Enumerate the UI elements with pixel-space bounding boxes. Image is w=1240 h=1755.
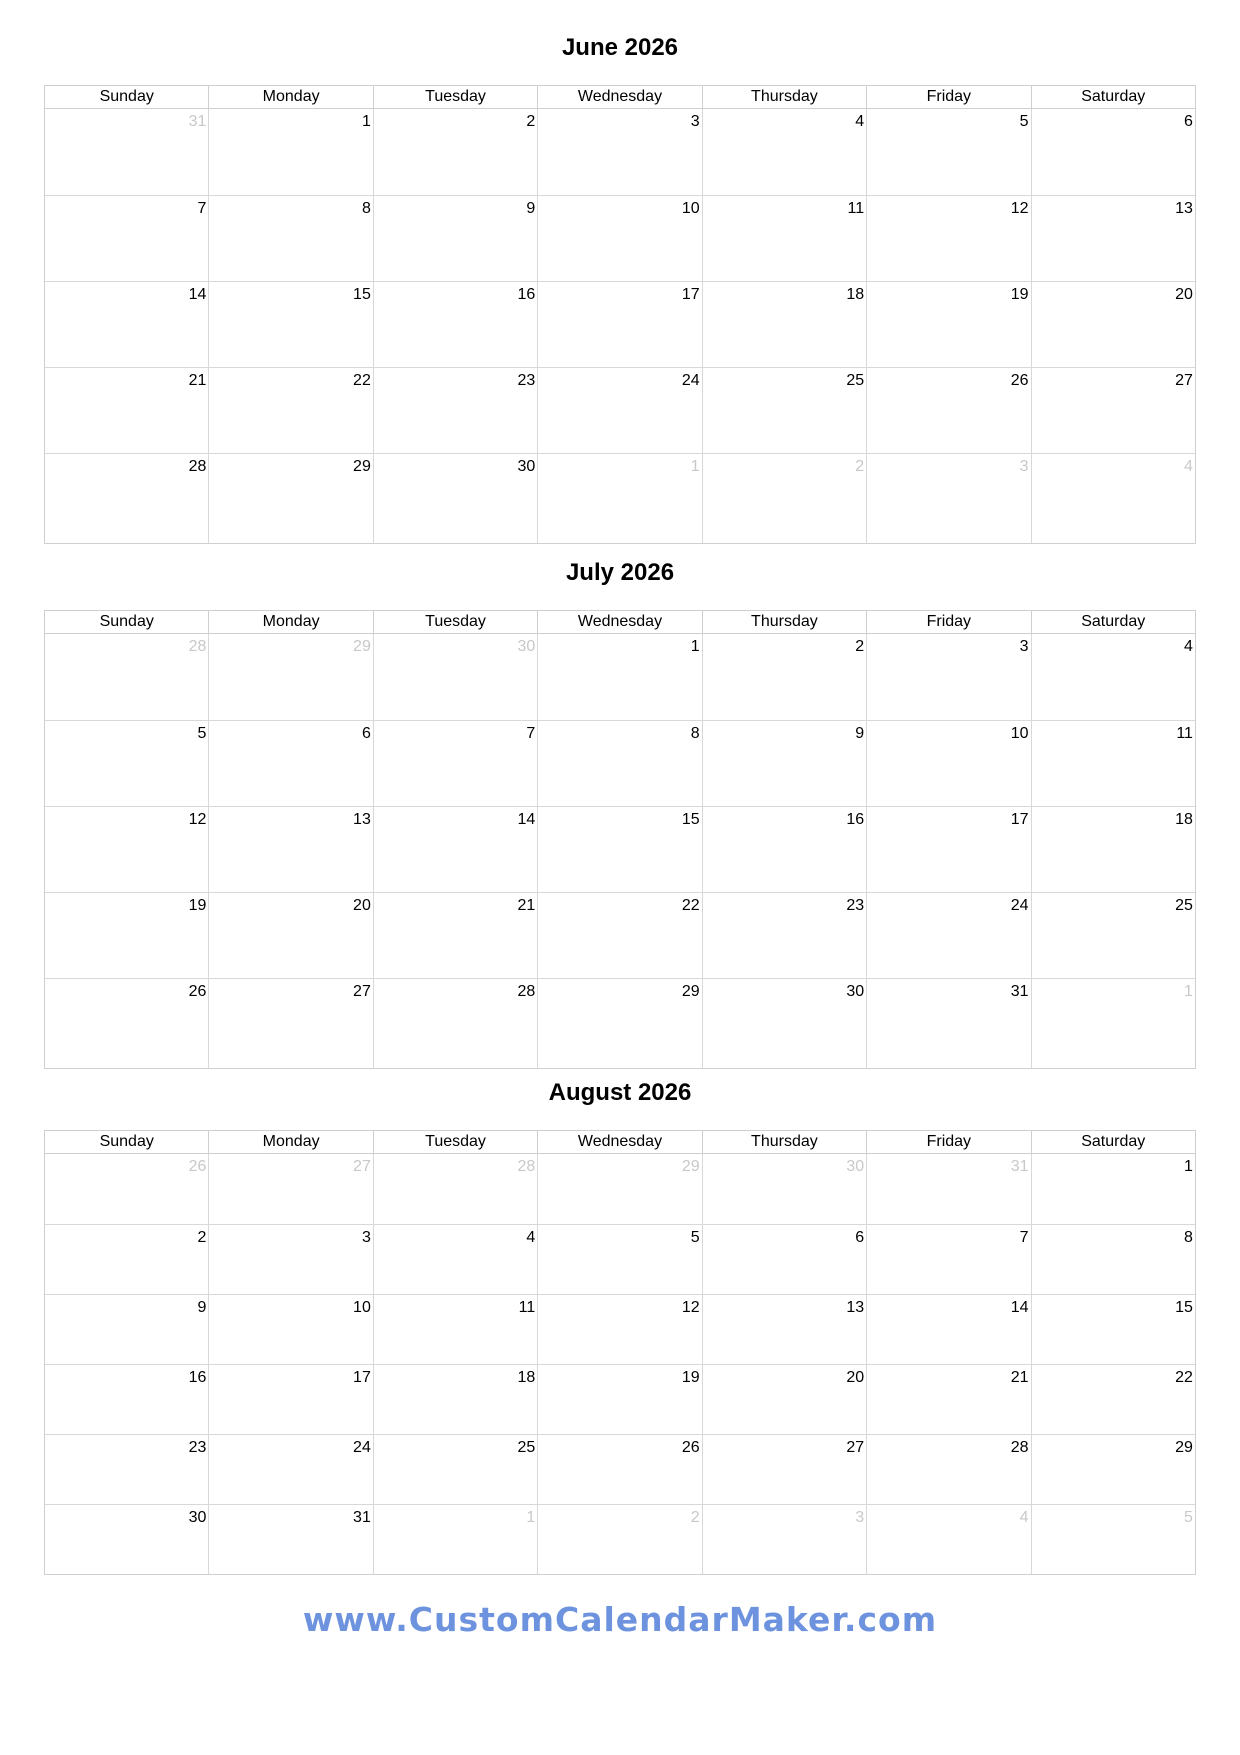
weekday-header: Friday xyxy=(866,611,1030,633)
day-cell xyxy=(702,1365,866,1434)
day-number: 12 xyxy=(681,1299,700,1316)
day-number: 23 xyxy=(188,1439,207,1456)
day-cell-other-month xyxy=(208,634,372,720)
day-number: 20 xyxy=(353,897,371,914)
day-number: 30 xyxy=(517,638,536,655)
day-cell-other-month xyxy=(208,1154,372,1224)
week-row xyxy=(45,978,1195,1068)
day-cell-other-month xyxy=(537,1505,701,1574)
weekday-header-row xyxy=(45,1131,1195,1154)
day-cell xyxy=(537,1435,701,1504)
day-cell xyxy=(866,282,1030,367)
weekday-header: Tuesday xyxy=(373,86,537,108)
day-number: 4 xyxy=(1019,1509,1029,1526)
day-number: 2 xyxy=(855,458,865,475)
day-cell-other-month xyxy=(373,1154,537,1224)
day-number: 7 xyxy=(526,725,536,742)
day-number: 1 xyxy=(361,113,371,130)
day-number: 17 xyxy=(353,1369,371,1386)
day-cell xyxy=(702,634,866,720)
weekday-header: Sunday xyxy=(99,613,154,630)
day-cell xyxy=(373,109,537,195)
day-cell xyxy=(866,1435,1030,1504)
day-number: 28 xyxy=(188,458,207,475)
day-number: 4 xyxy=(526,1229,536,1246)
weekday-header: Monday xyxy=(208,86,372,108)
calendar-grid xyxy=(44,610,1196,1069)
day-number: 1 xyxy=(690,638,700,655)
day-cell-other-month xyxy=(45,634,208,720)
weekday-header: Tuesday xyxy=(373,611,537,633)
day-cell xyxy=(208,282,372,367)
month-calendar xyxy=(44,1079,1196,1526)
day-number: 20 xyxy=(846,1369,865,1386)
day-cell xyxy=(208,454,372,543)
day-number: 29 xyxy=(353,458,371,475)
weekday-header: Saturday xyxy=(1031,86,1195,108)
day-cell-other-month xyxy=(45,1154,208,1224)
day-number: 29 xyxy=(681,1158,700,1175)
day-cell-other-month xyxy=(373,1505,537,1574)
day-number: 1 xyxy=(1184,1158,1193,1175)
day-cell-other-month xyxy=(702,1505,866,1574)
weekday-header: Thursday xyxy=(702,611,866,633)
week-row xyxy=(45,1294,1195,1364)
day-cell-other-month xyxy=(1031,454,1195,543)
day-number: 31 xyxy=(353,1509,371,1526)
day-number: 16 xyxy=(188,1369,207,1386)
day-number: 18 xyxy=(1175,811,1193,828)
month-calendar xyxy=(44,34,1196,475)
day-number: 23 xyxy=(846,897,865,914)
day-number: 21 xyxy=(517,897,536,914)
day-cell xyxy=(208,721,372,806)
day-cell xyxy=(1031,893,1195,978)
weekday-header: Thursday xyxy=(702,86,866,108)
day-number: 4 xyxy=(855,113,865,130)
day-number: 13 xyxy=(1175,200,1193,217)
weekday-header: Friday xyxy=(866,1131,1030,1153)
day-number: 11 xyxy=(1176,725,1193,742)
week-row xyxy=(45,367,1195,453)
day-cell xyxy=(45,1435,208,1504)
day-cell-other-month xyxy=(373,634,537,720)
day-number: 30 xyxy=(846,983,865,1000)
day-number: 31 xyxy=(1010,1158,1029,1175)
day-cell xyxy=(866,893,1030,978)
day-number: 28 xyxy=(517,983,536,1000)
day-number: 8 xyxy=(1184,1229,1193,1246)
day-number: 7 xyxy=(197,200,207,217)
day-number: 14 xyxy=(1010,1299,1029,1316)
website-link[interactable]: www.CustomCalendarMaker.com xyxy=(302,1600,938,1639)
day-cell xyxy=(866,368,1030,453)
day-cell-other-month xyxy=(702,1154,866,1224)
day-cell xyxy=(702,1225,866,1294)
day-cell xyxy=(45,282,208,367)
day-cell xyxy=(702,893,866,978)
day-number: 1 xyxy=(526,1509,536,1526)
day-cell xyxy=(866,196,1030,281)
day-number: 4 xyxy=(1184,638,1193,655)
day-number: 16 xyxy=(517,286,536,303)
day-cell xyxy=(373,196,537,281)
day-cell xyxy=(537,1225,701,1294)
day-cell xyxy=(45,1295,208,1364)
day-number: 8 xyxy=(690,725,700,742)
day-cell xyxy=(373,1435,537,1504)
day-cell xyxy=(702,282,866,367)
day-number: 2 xyxy=(197,1229,207,1246)
day-number: 12 xyxy=(188,811,207,828)
day-cell xyxy=(866,979,1030,1068)
day-number: 3 xyxy=(855,1509,865,1526)
day-number: 10 xyxy=(681,200,700,217)
day-cell xyxy=(373,282,537,367)
day-number: 15 xyxy=(353,286,371,303)
day-cell xyxy=(45,893,208,978)
weekday-header: Sunday xyxy=(99,88,154,105)
day-cell xyxy=(208,109,372,195)
day-cell xyxy=(702,1435,866,1504)
day-cell xyxy=(1031,1365,1195,1434)
day-cell xyxy=(208,1295,372,1364)
day-cell xyxy=(1031,1154,1195,1224)
day-cell xyxy=(373,368,537,453)
day-cell xyxy=(537,1365,701,1434)
day-cell-other-month xyxy=(866,454,1030,543)
day-number: 11 xyxy=(518,1299,536,1316)
day-number: 25 xyxy=(517,1439,536,1456)
day-cell xyxy=(1031,196,1195,281)
day-cell xyxy=(537,721,701,806)
day-cell xyxy=(537,807,701,892)
day-cell xyxy=(45,1225,208,1294)
day-number: 10 xyxy=(1010,725,1029,742)
day-number: 6 xyxy=(1184,113,1193,130)
day-number: 13 xyxy=(846,1299,865,1316)
day-number: 29 xyxy=(1175,1439,1193,1456)
day-cell xyxy=(45,979,208,1068)
day-number: 31 xyxy=(1010,983,1029,1000)
day-cell xyxy=(537,634,701,720)
day-number: 23 xyxy=(517,372,536,389)
day-cell xyxy=(702,721,866,806)
day-number: 2 xyxy=(526,113,536,130)
day-number: 27 xyxy=(353,1158,371,1175)
day-number: 27 xyxy=(1175,372,1193,389)
day-cell xyxy=(45,721,208,806)
day-number: 11 xyxy=(847,200,865,217)
day-cell xyxy=(208,1365,372,1434)
day-cell xyxy=(537,196,701,281)
day-cell xyxy=(208,1435,372,1504)
week-row xyxy=(45,453,1195,543)
weekday-header-row xyxy=(45,86,1195,109)
day-cell xyxy=(537,1295,701,1364)
day-number: 15 xyxy=(1175,1299,1193,1316)
calendar-grid xyxy=(44,1130,1196,1575)
day-number: 25 xyxy=(846,372,865,389)
day-cell xyxy=(866,807,1030,892)
day-number: 3 xyxy=(361,1229,371,1246)
weekday-header: Sunday xyxy=(99,1133,154,1150)
day-number: 5 xyxy=(1019,113,1029,130)
day-number: 18 xyxy=(846,286,865,303)
week-row xyxy=(45,1504,1195,1574)
week-row xyxy=(45,195,1195,281)
weekday-header: Tuesday xyxy=(373,1131,537,1153)
day-cell xyxy=(373,721,537,806)
day-number: 1 xyxy=(690,458,700,475)
day-number: 21 xyxy=(1010,1369,1029,1386)
week-row xyxy=(45,1224,1195,1294)
day-number: 28 xyxy=(517,1158,536,1175)
day-cell xyxy=(45,1505,208,1574)
day-cell xyxy=(537,368,701,453)
day-number: 31 xyxy=(188,113,207,130)
day-cell xyxy=(373,1295,537,1364)
day-cell xyxy=(1031,109,1195,195)
day-cell xyxy=(1031,1225,1195,1294)
day-cell xyxy=(866,1295,1030,1364)
day-cell-other-month xyxy=(45,109,208,195)
week-row xyxy=(45,1364,1195,1434)
week-row xyxy=(45,281,1195,367)
day-cell xyxy=(702,368,866,453)
weekday-header: Saturday xyxy=(1031,611,1195,633)
day-number: 17 xyxy=(681,286,700,303)
day-number: 19 xyxy=(188,897,207,914)
day-cell xyxy=(537,109,701,195)
day-cell-other-month xyxy=(866,1505,1030,1574)
week-row xyxy=(45,634,1195,720)
weekday-header: Wednesday xyxy=(537,611,701,633)
weekday-header: Friday xyxy=(866,86,1030,108)
day-cell xyxy=(537,282,701,367)
calendar-grid xyxy=(44,85,1196,544)
day-cell xyxy=(45,454,208,543)
day-cell xyxy=(1031,368,1195,453)
week-row xyxy=(45,720,1195,806)
day-cell xyxy=(208,368,372,453)
day-number: 19 xyxy=(681,1369,700,1386)
day-cell xyxy=(702,109,866,195)
day-cell-other-month xyxy=(1031,1505,1195,1574)
day-number: 15 xyxy=(681,811,700,828)
day-cell xyxy=(866,721,1030,806)
day-number: 4 xyxy=(1184,458,1193,475)
day-number: 3 xyxy=(1019,458,1029,475)
day-number: 3 xyxy=(690,113,700,130)
day-number: 22 xyxy=(353,372,371,389)
day-number: 24 xyxy=(681,372,700,389)
weekday-header: Wednesday xyxy=(537,1131,701,1153)
day-number: 17 xyxy=(1010,811,1029,828)
day-number: 12 xyxy=(1010,200,1029,217)
day-cell xyxy=(45,1365,208,1434)
day-number: 6 xyxy=(855,1229,865,1246)
day-cell xyxy=(45,368,208,453)
day-number: 1 xyxy=(1184,983,1193,1000)
day-cell xyxy=(373,1225,537,1294)
day-number: 13 xyxy=(353,811,371,828)
day-cell-other-month xyxy=(702,454,866,543)
day-number: 16 xyxy=(846,811,865,828)
weekday-header: Wednesday xyxy=(537,86,701,108)
day-cell xyxy=(208,1225,372,1294)
day-cell xyxy=(208,979,372,1068)
day-cell xyxy=(373,979,537,1068)
day-number: 2 xyxy=(690,1509,700,1526)
day-number: 24 xyxy=(353,1439,371,1456)
weekday-header: Monday xyxy=(208,1131,372,1153)
day-cell xyxy=(45,196,208,281)
day-cell xyxy=(866,1225,1030,1294)
weekday-header: Monday xyxy=(208,611,372,633)
day-number: 28 xyxy=(188,638,207,655)
day-number: 20 xyxy=(1175,286,1193,303)
day-number: 2 xyxy=(855,638,865,655)
day-number: 22 xyxy=(681,897,700,914)
day-number: 9 xyxy=(197,1299,207,1316)
day-number: 26 xyxy=(1010,372,1029,389)
day-number: 27 xyxy=(353,983,371,1000)
week-row xyxy=(45,1154,1195,1224)
day-number: 29 xyxy=(353,638,371,655)
day-number: 6 xyxy=(361,725,371,742)
day-number: 29 xyxy=(681,983,700,1000)
week-row xyxy=(45,1434,1195,1504)
day-number: 14 xyxy=(188,286,207,303)
month-title: August 2026 xyxy=(548,1079,692,1106)
day-cell xyxy=(537,893,701,978)
month-title: June 2026 xyxy=(561,34,679,61)
day-number: 25 xyxy=(1175,897,1193,914)
day-number: 9 xyxy=(526,200,536,217)
day-cell xyxy=(373,454,537,543)
day-cell-other-month xyxy=(537,454,701,543)
day-number: 30 xyxy=(188,1509,207,1526)
day-cell xyxy=(866,1365,1030,1434)
day-cell xyxy=(208,893,372,978)
month-calendar xyxy=(44,559,1196,1000)
weekday-header: Thursday xyxy=(702,1131,866,1153)
day-number: 22 xyxy=(1175,1369,1193,1386)
day-cell xyxy=(866,634,1030,720)
day-cell xyxy=(702,1295,866,1364)
day-number: 5 xyxy=(690,1229,700,1246)
day-cell xyxy=(537,979,701,1068)
day-number: 3 xyxy=(1019,638,1029,655)
day-cell xyxy=(1031,282,1195,367)
week-row xyxy=(45,806,1195,892)
day-number: 10 xyxy=(353,1299,371,1316)
day-cell xyxy=(1031,807,1195,892)
weekday-header-row xyxy=(45,611,1195,634)
day-cell xyxy=(1031,721,1195,806)
day-number: 19 xyxy=(1010,286,1029,303)
day-number: 24 xyxy=(1010,897,1029,914)
week-row xyxy=(45,892,1195,978)
week-row xyxy=(45,109,1195,195)
day-cell xyxy=(373,893,537,978)
day-cell xyxy=(208,1505,372,1574)
day-number: 28 xyxy=(1010,1439,1029,1456)
day-cell xyxy=(1031,1435,1195,1504)
day-cell xyxy=(1031,634,1195,720)
day-number: 14 xyxy=(517,811,536,828)
day-number: 30 xyxy=(846,1158,865,1175)
day-cell xyxy=(373,807,537,892)
day-number: 5 xyxy=(197,725,207,742)
day-cell-other-month xyxy=(866,1154,1030,1224)
day-number: 26 xyxy=(188,1158,207,1175)
day-cell xyxy=(702,979,866,1068)
day-number: 7 xyxy=(1019,1229,1029,1246)
day-cell xyxy=(45,807,208,892)
day-cell xyxy=(702,196,866,281)
day-number: 9 xyxy=(855,725,865,742)
day-cell xyxy=(866,109,1030,195)
day-cell xyxy=(373,1365,537,1434)
day-number: 5 xyxy=(1184,1509,1193,1526)
day-cell xyxy=(208,196,372,281)
month-title: July 2026 xyxy=(565,559,675,586)
day-number: 26 xyxy=(681,1439,700,1456)
day-number: 26 xyxy=(188,983,207,1000)
day-number: 18 xyxy=(517,1369,536,1386)
day-number: 27 xyxy=(846,1439,865,1456)
day-number: 21 xyxy=(188,372,207,389)
weekday-header: Saturday xyxy=(1031,1131,1195,1153)
day-number: 8 xyxy=(361,200,371,217)
day-number: 30 xyxy=(517,458,536,475)
day-cell xyxy=(208,807,372,892)
day-cell-other-month xyxy=(1031,979,1195,1068)
day-cell-other-month xyxy=(537,1154,701,1224)
day-cell xyxy=(1031,1295,1195,1364)
day-cell xyxy=(702,807,866,892)
